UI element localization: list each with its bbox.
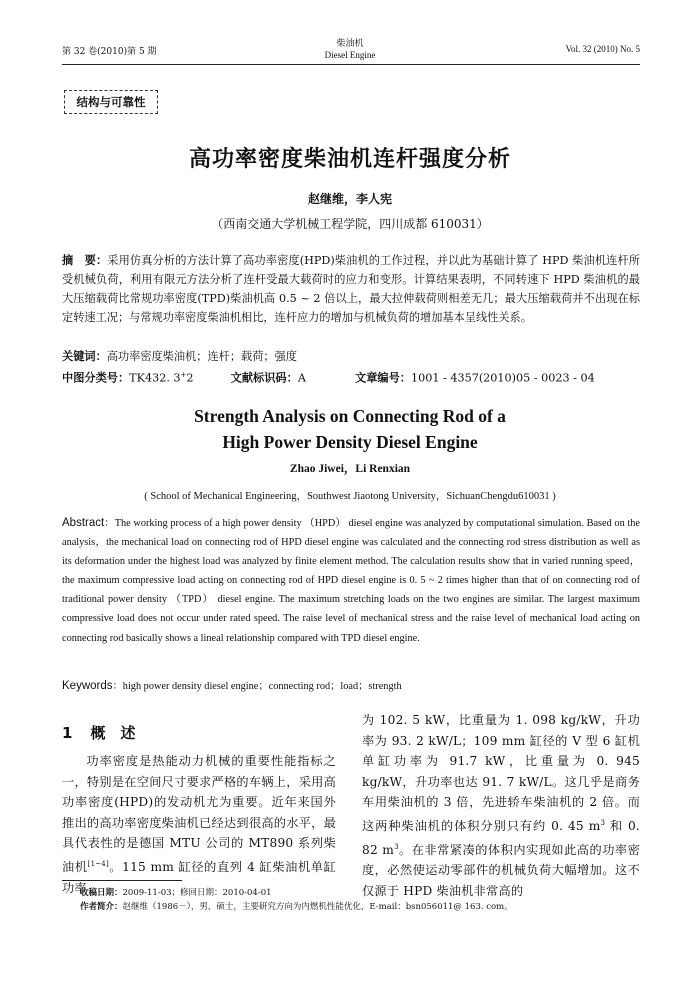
footnote-received-label: 收稿日期： (80, 888, 123, 898)
affiliation-cn: （西南交通大学机械工程学院，四川成都 610031） (211, 217, 489, 231)
abstract-en-label: Abstract (62, 517, 105, 529)
keywords-en-label: Keywords (62, 680, 113, 692)
abstract-cn (62, 251, 640, 327)
clc-label: 中图分类号： (62, 370, 130, 385)
footnote-author-value: 赵继维（1986－），男，硕士，主要研究方向为内燃机性能优化，E-mail：bsn056011@ 163. com。 (122, 902, 513, 912)
keywords-cn-label: 关键词： (62, 349, 107, 363)
paper-title-en-line1: Strength Analysis on Connecting Rod of a (194, 406, 506, 426)
classification-line (62, 366, 640, 388)
keywords-cn-text: 高功率密度柴油机；连杆；载荷；强度 (106, 350, 297, 363)
authors-cn: 赵继维，李人宪 (307, 192, 392, 206)
affiliation-en: ( School of Mechanical Engineering，Southwest Jiaotong University，SichuanChengdu610031 ) (144, 491, 556, 502)
body-column-right (362, 710, 640, 901)
clc-tail: 2 (186, 371, 194, 385)
authors-en: Zhao Jiwei，Li Renxian (289, 463, 411, 475)
abstract-cn-text: 采用仿真分析的方法计算了高功率密度(HPD)柴油机的工作过程，并以此为基础计算了 HPD 柴油机连杆所受机械负荷，利用有限元方法分析了连杆受最大载荷时的应力和变形。计算结果表明，不同转速下 HPD 柴油机的最大压缩载荷比常规功率密度(TPD)柴油机高 0.5 ~ 2 倍以上，最大拉伸载荷则相差无几；最大压缩载荷并不出现在标定转速工况；与常规功率密度柴油机相比，连杆应力的增加与机械负荷的增加基本呈线性关系。 (62, 254, 640, 324)
running-header-journal-cn: 柴油机 (336, 39, 364, 49)
abstract-en-text: ：The working process of a high power density （HPD） diesel engine was analyzed by computational simulation. Based on the analysis，the mechanical load on connecting rod of HPD diesel engine was calculated and the connecting rod stress distribution as well as its deformation under the highest load was analyzed by finite element method. The calculation results show that in varied running speed，the maximum compressive load acting on connecting rod of HPD diesel engine is 0. 5 ~ 2 times higher than that of on connecting rod of traditional power density （TPD） diesel engine. The maximum stretching loads on the two engines are similar. The largest maximum compressive load does not occur under rated speed. The raise level of mechanical stress and the raise level of mechanical load acting on connecting rod basically shows a lineal relationship compared with TPD diesel engine. (62, 518, 640, 644)
citation-1-4: [1~4] (87, 859, 109, 868)
body-para-right-a: 为 102. 5 kW，比重量为 1. 098 kg/kW，升功率为 93. 2 kW/L；109 mm 缸径的 V 型 6 缸机单缸功率为 91.7 kW，比重量为 0. 945 kg/kW，升功率也达 91. 7 kW/L。这几乎是商务车用柴油机的 3 倍，先进轿车柴油机的 2 倍。而这两种柴油机的体积分别只有约 0. 45 m (362, 713, 640, 834)
paper-title-en (0, 403, 700, 455)
abstract-en (62, 514, 640, 648)
body-para-left: 功率密度是热能动力机械的重要性能指标之一，特别是在空间尺寸要求严格的车辆上，采用高功率密度(HPD)的发动机尤为重要。近年来国外推出的高功率密度柴油机已经达到很高的水平，最具代表性的是德国 MTU 公司的 MT890 系列柴油机 (62, 754, 336, 875)
body-para-right-c: 。在非常紧凑的体积内实现如此高的功率密度，必然使运动零部件的机械负荷大幅增加。这不仅源于 HPD 柴油机非常高的 (362, 842, 640, 898)
running-header-right: Vol. 32 (2010) No. 5 (565, 44, 640, 54)
body-column-left (62, 751, 336, 898)
keywords-cn (62, 347, 640, 366)
paper-title-en-line2: High Power Density Diesel Engine (222, 432, 478, 452)
footnote-received-value: 2009-11-03；修回日期：2010-04-01 (122, 888, 272, 898)
section-1-title: 概 述 (90, 724, 136, 742)
article-number-value: 1001 - 4357(2010)05 - 0023 - 04 (410, 371, 595, 385)
footnote-author (80, 900, 640, 914)
footnote-rule (62, 880, 182, 881)
footnote-author-label: 作者简介： (80, 902, 123, 912)
unit-sup-b: 3 (394, 842, 399, 851)
section-tag: 结构与可靠性 (64, 90, 158, 114)
footnote-received (80, 886, 272, 900)
clc-value: TK432. 3 (129, 371, 181, 385)
body-para-left-tail: 。115 mm 缸径的直列 4 缸柴油机单缸功率 (62, 860, 336, 895)
abstract-cn-label: 摘 要： (62, 253, 108, 267)
keywords-en (62, 677, 640, 696)
section-1-heading (62, 722, 135, 743)
clc-sup: + (180, 371, 187, 379)
article-number-label: 文章编号： (355, 370, 411, 385)
paper-title-cn: 高功率密度柴油机连杆强度分析 (188, 147, 511, 172)
unit-sup-a: 3 (600, 818, 606, 827)
running-header-journal-en: Diesel Engine (324, 50, 376, 60)
header-rule (62, 64, 640, 65)
keywords-en-text: ：high power density diesel engine；connecting rod；load；strength (112, 681, 402, 692)
doc-code-label: 文献标识码： (230, 370, 298, 385)
body-para-right-b: 和 0. 82 m (362, 819, 640, 857)
section-1-number: 1 (62, 724, 73, 742)
doc-code-value: A (297, 371, 306, 385)
running-header-left: 第 32 卷(2010)第 5 期 (62, 47, 157, 57)
